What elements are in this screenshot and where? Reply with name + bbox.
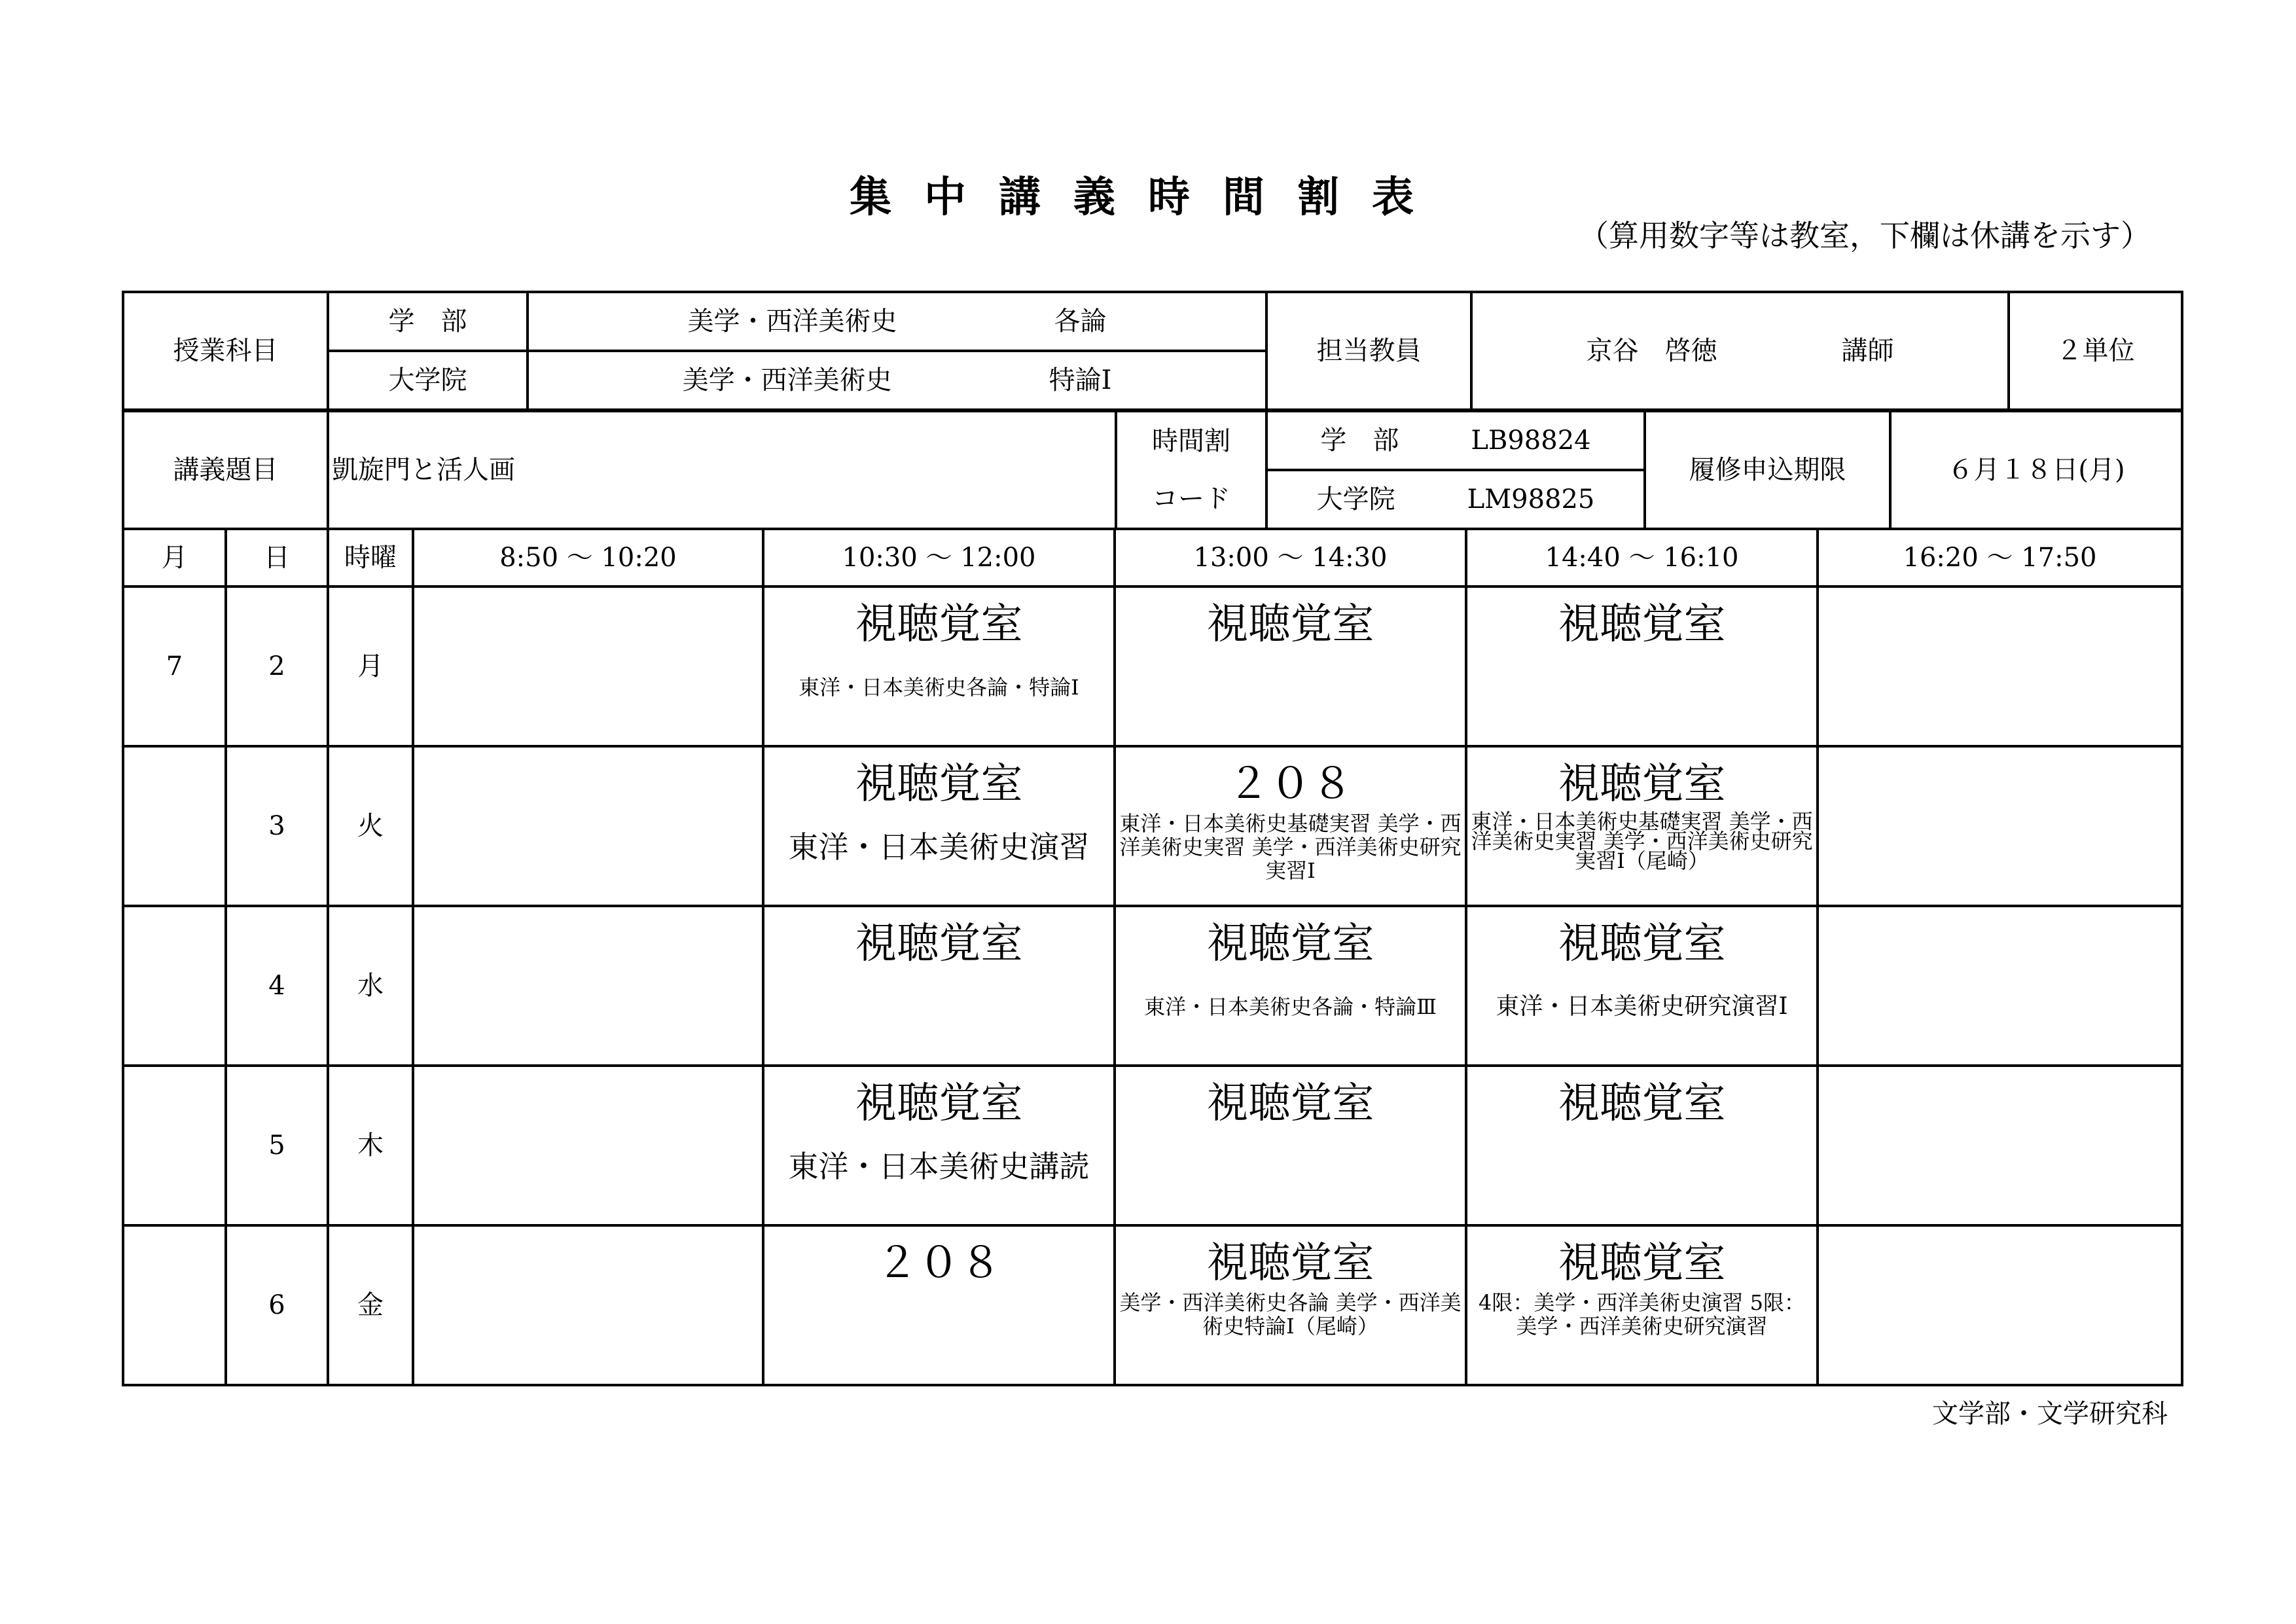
code-grad-label: 大学院 bbox=[1316, 484, 1395, 514]
period-5-cell bbox=[1818, 586, 2182, 746]
teacher-label: 担当教員 bbox=[1266, 292, 1471, 410]
cancel-note: 東洋・日本美術史講読 bbox=[788, 1149, 1090, 1184]
row-weekday: 月 bbox=[328, 586, 413, 746]
room: 視聴覚室 bbox=[855, 920, 1023, 968]
row-weekday: 木 bbox=[328, 1066, 413, 1225]
room: 視聴覚室 bbox=[1206, 1239, 1374, 1288]
room: ２０８ bbox=[876, 1239, 1002, 1288]
undergrad-course-cell bbox=[528, 292, 1266, 351]
teacher-name: 京谷 啓徳 bbox=[1586, 336, 1717, 366]
code-grad: LM98825 bbox=[1467, 484, 1595, 514]
period-3-cell bbox=[1115, 906, 1466, 1066]
schedule-table bbox=[122, 528, 2183, 1386]
col-period-3: 13:00 ～ 14:30 bbox=[1115, 529, 1466, 586]
period-2-cell bbox=[763, 746, 1115, 906]
period-5-cell bbox=[1818, 1066, 2182, 1225]
teacher-rank: 講師 bbox=[1841, 336, 1894, 366]
room: 視聴覚室 bbox=[1558, 1079, 1726, 1128]
room: 視聴覚室 bbox=[855, 1079, 1023, 1128]
cancel-note: 東洋・日本美術史演習 bbox=[788, 829, 1090, 865]
cancel-note: 4限：美学・西洋美術史演習 5限：美学・西洋美術史研究演習 bbox=[1479, 1290, 1805, 1339]
deadline-label: 履修申込期限 bbox=[1645, 411, 1890, 529]
period-3-cell bbox=[1115, 1225, 1466, 1385]
col-period-5: 16:20 ～ 17:50 bbox=[1818, 529, 2182, 586]
grad-label: 大学院 bbox=[328, 351, 528, 410]
period-1-cell bbox=[413, 1066, 763, 1225]
room: 視聴覚室 bbox=[1558, 760, 1726, 808]
code-undergrad-cell bbox=[1266, 411, 1645, 470]
cancel-note: 東洋・日本美術史研究演習Ⅰ bbox=[1496, 993, 1788, 1020]
room: 視聴覚室 bbox=[1206, 1079, 1374, 1128]
room: ２０８ bbox=[1227, 760, 1354, 808]
table-row bbox=[123, 1225, 2182, 1385]
row-day: 6 bbox=[226, 1225, 328, 1385]
room: 視聴覚室 bbox=[1206, 600, 1374, 649]
period-5-cell bbox=[1818, 906, 2182, 1066]
page-title: 集中講義時間割表 bbox=[850, 173, 1446, 222]
row-weekday: 火 bbox=[328, 746, 413, 906]
period-1-cell bbox=[413, 906, 763, 1066]
period-4-cell bbox=[1466, 1066, 1818, 1225]
table-row bbox=[123, 906, 2182, 1066]
col-period-4: 14:40 ～ 16:10 bbox=[1466, 529, 1818, 586]
code-label-2: コード bbox=[1116, 470, 1266, 529]
period-4-cell bbox=[1466, 906, 1818, 1066]
subject-header-table bbox=[122, 291, 2183, 411]
period-1-cell bbox=[413, 586, 763, 746]
page-footer: 文学部・文学研究科 bbox=[1932, 1399, 2168, 1429]
period-2-cell bbox=[763, 1066, 1115, 1225]
code-grad-cell bbox=[1266, 470, 1645, 529]
row-month bbox=[123, 1225, 226, 1385]
row-day: 5 bbox=[226, 1066, 328, 1225]
row-month bbox=[123, 906, 226, 1066]
grad-course: 美学・西洋美術史 bbox=[682, 365, 892, 395]
table-row bbox=[123, 586, 2182, 746]
period-3-cell bbox=[1115, 1066, 1466, 1225]
table-row bbox=[123, 1066, 2182, 1225]
row-month bbox=[123, 1066, 226, 1225]
grad-course-cell bbox=[528, 351, 1266, 410]
cancel-note: 東洋・日本美術史基礎実習 美学・西洋美術史実習 美学・西洋美術史研究実習Ⅰ（尾崎） bbox=[1471, 809, 1813, 873]
cancel-note: 東洋・日本美術史基礎実習 美学・西洋美術史実習 美学・西洋美術史研究実習Ⅰ bbox=[1119, 811, 1462, 883]
cancel-note: 東洋・日本美術史各論・特論Ⅲ bbox=[1144, 994, 1437, 1019]
col-weekday: 時曜 bbox=[328, 529, 413, 586]
topic-header-table bbox=[122, 410, 2183, 530]
room: 視聴覚室 bbox=[855, 600, 1023, 649]
topic-label: 講義題目 bbox=[123, 411, 328, 529]
cancel-note: 美学・西洋美術史各論 美学・西洋美術史特論Ⅰ（尾崎） bbox=[1119, 1290, 1462, 1339]
credits: ２単位 bbox=[2009, 292, 2182, 410]
period-3-cell bbox=[1115, 746, 1466, 906]
teacher-cell bbox=[1471, 292, 2009, 410]
code-undergrad-label: 学 部 bbox=[1320, 425, 1399, 456]
cancel-note: 東洋・日本美術史各論・特論Ⅰ bbox=[798, 675, 1079, 700]
page-subtitle: （算用数字等は教室，下欄は休講を示す） bbox=[1579, 218, 2151, 253]
period-2-cell bbox=[763, 586, 1115, 746]
row-weekday: 水 bbox=[328, 906, 413, 1066]
period-4-cell bbox=[1466, 746, 1818, 906]
row-day: 4 bbox=[226, 906, 328, 1066]
room: 視聴覚室 bbox=[1558, 600, 1726, 649]
period-4-cell bbox=[1466, 586, 1818, 746]
col-day: 日 bbox=[226, 529, 328, 586]
table-row bbox=[123, 746, 2182, 906]
undergrad-label: 学 部 bbox=[328, 292, 528, 351]
period-4-cell bbox=[1466, 1225, 1818, 1385]
period-2-cell bbox=[763, 906, 1115, 1066]
room: 視聴覚室 bbox=[1206, 920, 1374, 968]
row-day: 2 bbox=[226, 586, 328, 746]
code-label-1: 時間割 bbox=[1116, 411, 1266, 470]
row-day: 3 bbox=[226, 746, 328, 906]
row-weekday: 金 bbox=[328, 1225, 413, 1385]
period-3-cell bbox=[1115, 586, 1466, 746]
row-month: 7 bbox=[123, 586, 226, 746]
undergrad-course: 美学・西洋美術史 bbox=[687, 306, 897, 336]
undergrad-type: 各論 bbox=[1054, 306, 1107, 336]
room: 視聴覚室 bbox=[1558, 1239, 1726, 1288]
period-1-cell bbox=[413, 746, 763, 906]
period-5-cell bbox=[1818, 1225, 2182, 1385]
period-1-cell bbox=[413, 1225, 763, 1385]
col-month: 月 bbox=[123, 529, 226, 586]
topic: 凱旋門と活人画 bbox=[328, 411, 1116, 529]
subject-label: 授業科目 bbox=[123, 292, 328, 410]
deadline: ６月１８日(月) bbox=[1890, 411, 2182, 529]
col-period-2: 10:30 ～ 12:00 bbox=[763, 529, 1115, 586]
code-undergrad: LB98824 bbox=[1471, 425, 1591, 456]
col-period-1: 8:50 ～ 10:20 bbox=[413, 529, 763, 586]
row-month bbox=[123, 746, 226, 906]
column-header-row bbox=[123, 529, 2182, 586]
period-5-cell bbox=[1818, 746, 2182, 906]
room: 視聴覚室 bbox=[1558, 920, 1726, 968]
room: 視聴覚室 bbox=[855, 760, 1023, 808]
period-2-cell bbox=[763, 1225, 1115, 1385]
grad-type: 特論Ⅰ bbox=[1049, 365, 1112, 395]
